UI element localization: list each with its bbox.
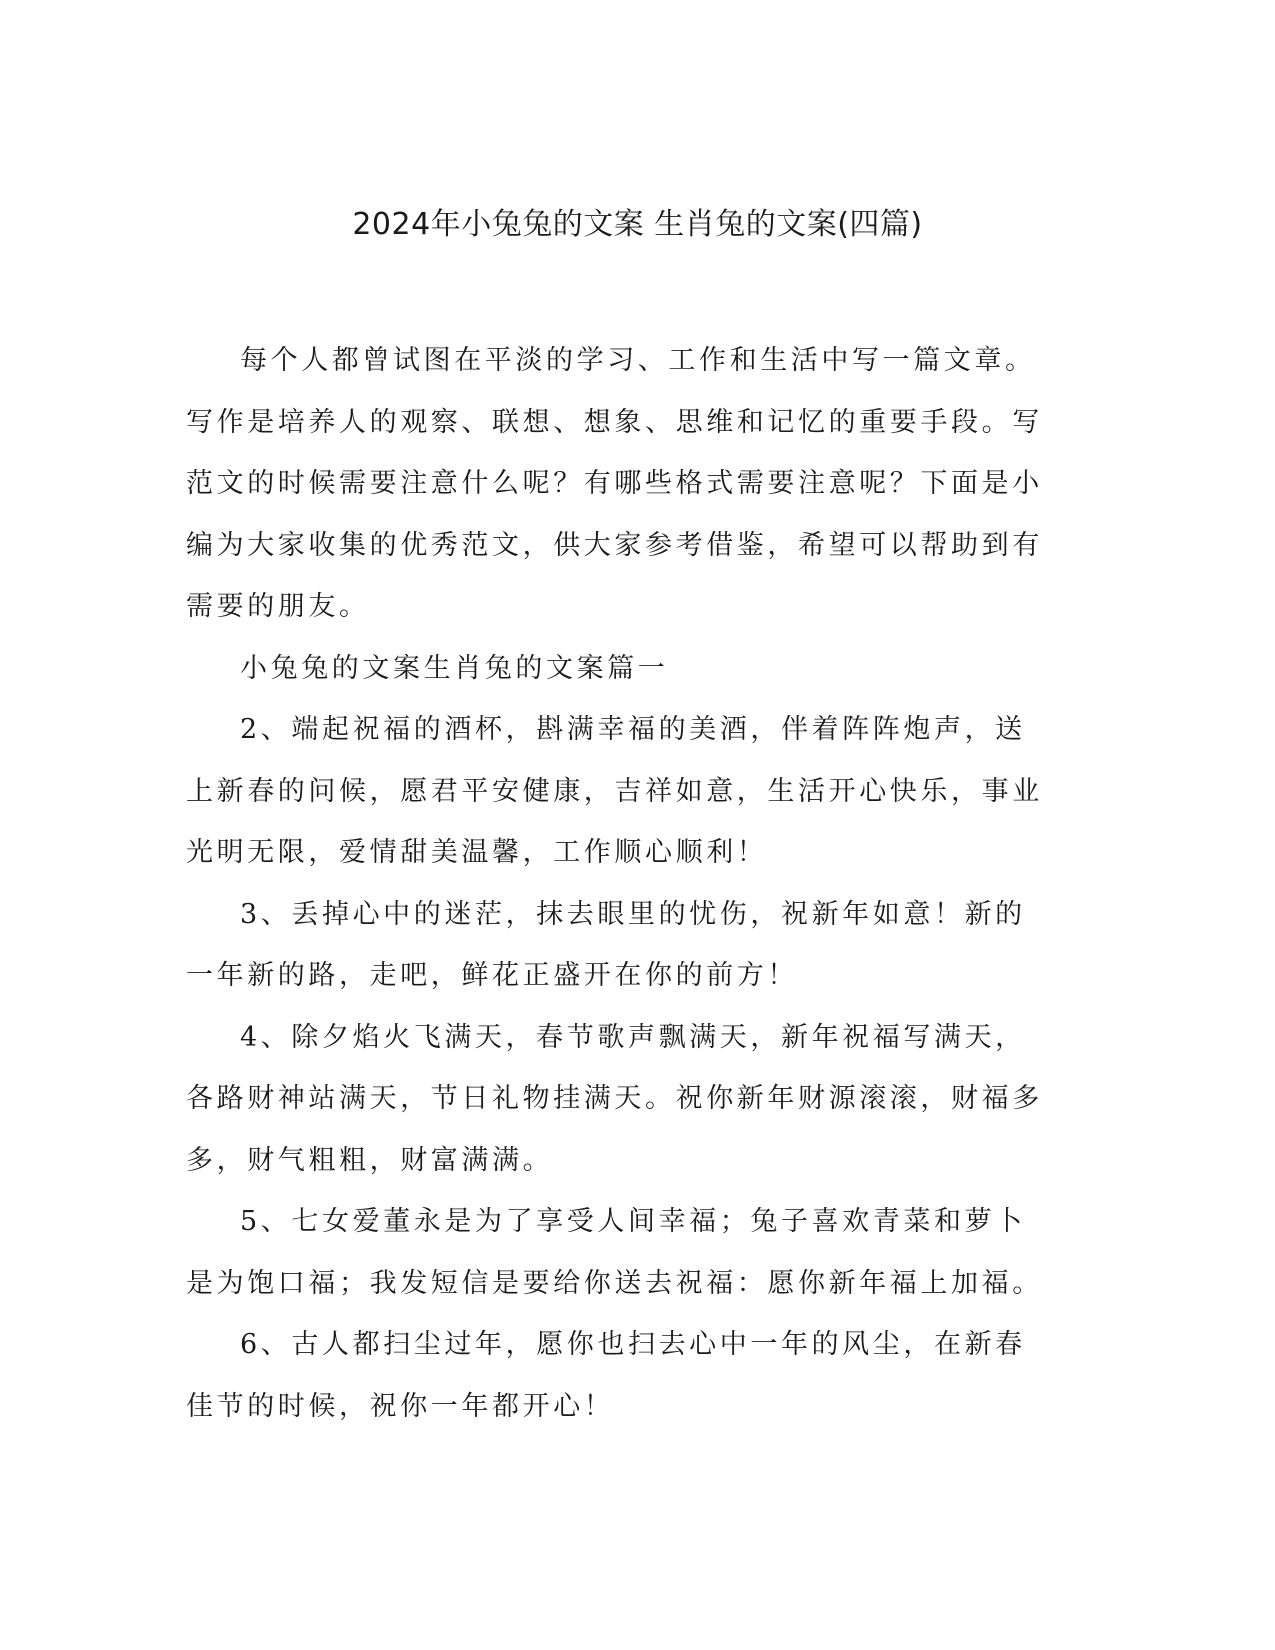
intro-paragraph: 每个人都曾试图在平淡的学习、工作和生活中写一篇文章。写作是培养人的观察、联想、想象、思维和记忆的重要手段。写范文的时候需要注意什么呢？有哪些格式需要注意呢？下面是小编为大家收集的优秀范文，供大家参考借鉴，希望可以帮助到有需要的朋友。 — [186, 345, 1043, 622]
document-body — [186, 330, 1056, 1437]
body-paragraph: 3、丢掉心中的迷茫，抹去眼里的忧伤，祝新年如意！新的一年新的路，走吧，鲜花正盛开在你的前方！ — [186, 898, 1026, 991]
body-paragraph: 6、古人都扫尘过年，愿你也扫去心中一年的风尘，在新春佳节的时候，祝你一年都开心！ — [186, 1329, 1026, 1422]
document-title: 2024年小兔兔的文案 生肖兔的文案(四篇) — [352, 207, 923, 242]
section-heading: 小兔兔的文案生肖兔的文案篇一 — [240, 652, 669, 684]
body-paragraph: 2、端起祝福的酒杯，斟满幸福的美酒，伴着阵阵炮声，送上新春的问候，愿君平安健康，吉祥如意，生活开心快乐，事业光明无限，爱情甜美温馨，工作顺心顺利！ — [186, 714, 1043, 868]
body-paragraph: 4、除夕焰火飞满天，春节歌声飘满天，新年祝福写满天，各路财神站满天，节日礼物挂满天。祝你新年财源滚滚，财福多多，财气粗粗，财富满满。 — [186, 1021, 1043, 1176]
body-paragraph: 5、七女爱董永是为了享受人间幸福；兔子喜欢青菜和萝卜是为饱口福；我发短信是要给你送去祝福：愿你新年福上加福。 — [186, 1206, 1043, 1299]
